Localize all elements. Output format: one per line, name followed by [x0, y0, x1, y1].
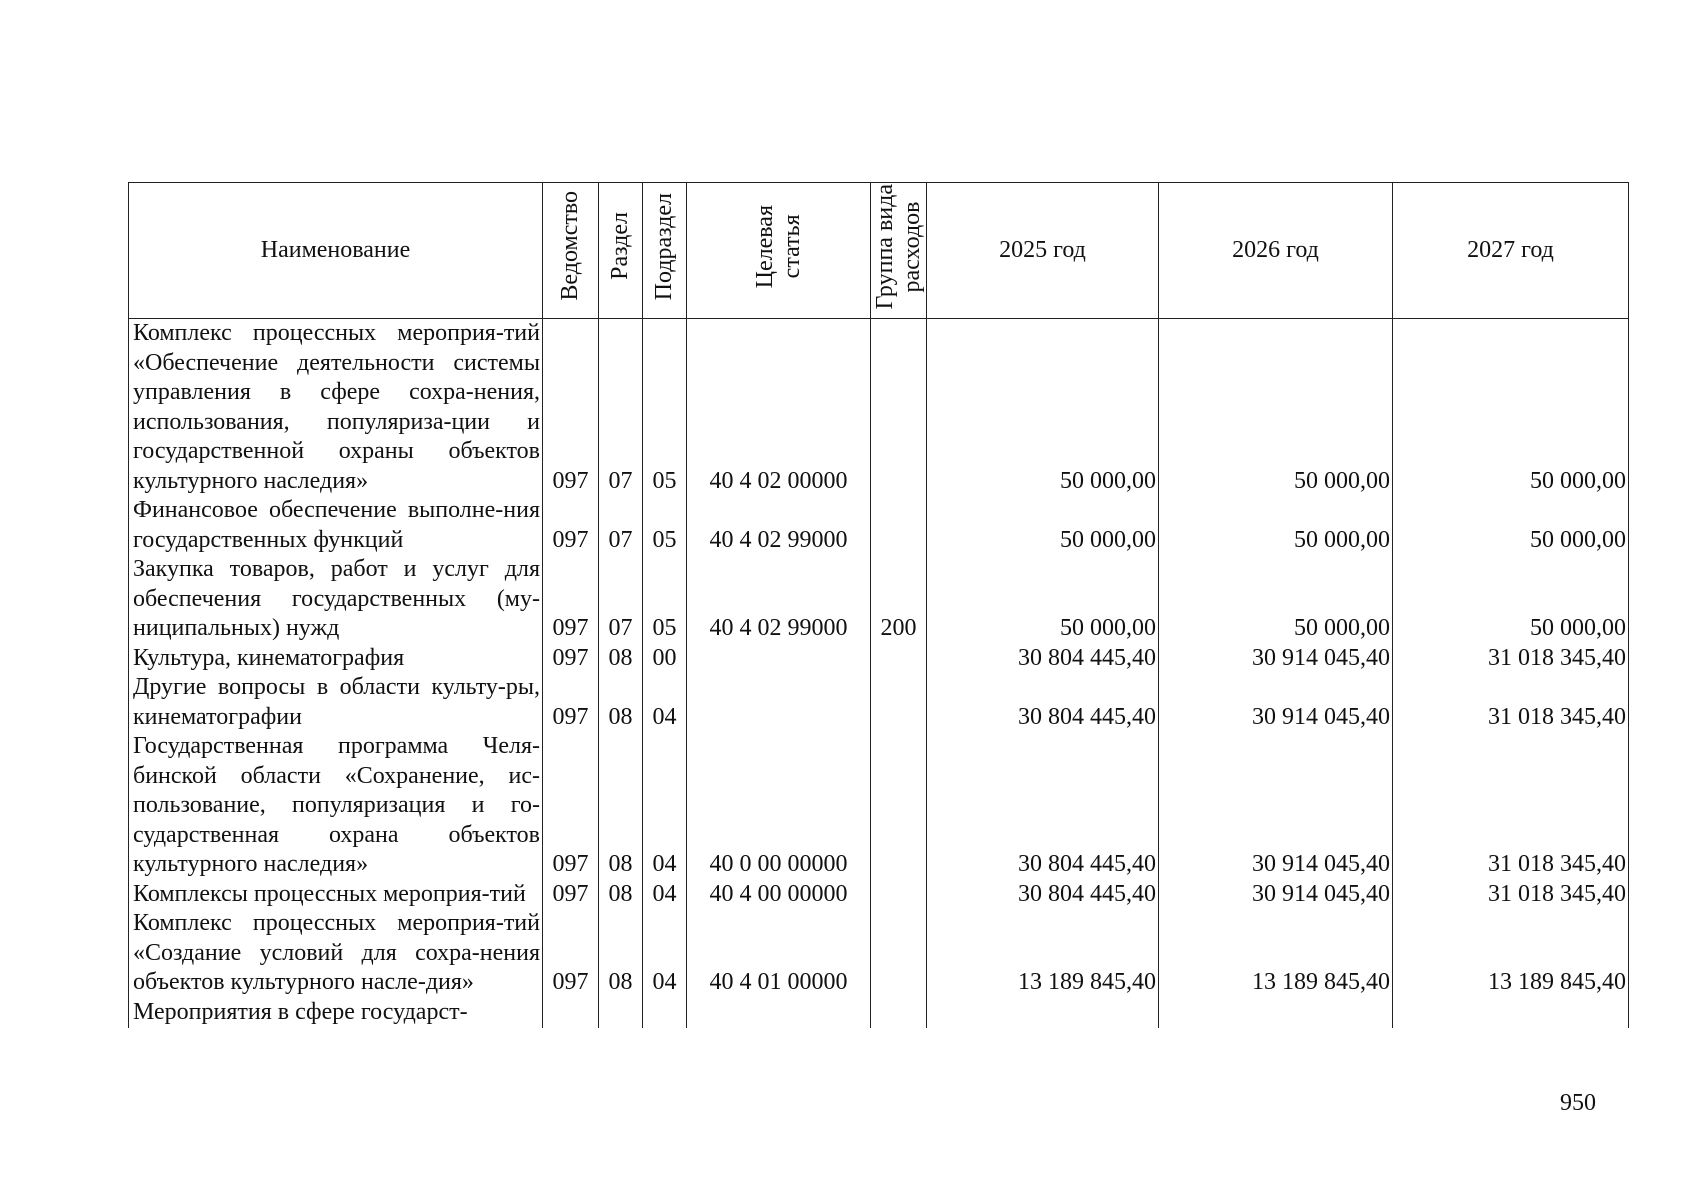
cell-target [687, 998, 871, 1028]
cell-target [687, 644, 871, 674]
cell-name: Комплекс процессных мероприя-тий «Обеспечение деятельности системы управления в сфере сохра-нения, использования, популяриза-ции и государственной охраны объектов культурного наследия» [129, 319, 543, 497]
cell-section [599, 998, 643, 1028]
budget-table [128, 182, 1629, 1028]
cell-name: Другие вопросы в области культу-ры, кинематографии [129, 673, 543, 732]
header-subsection: Подраздел [643, 183, 687, 319]
header-section: Раздел [599, 183, 643, 319]
cell-subsection: 04 [643, 909, 687, 998]
cell-2025: 30 804 445,40 [927, 644, 1159, 674]
header-2027: 2027 год [1393, 183, 1629, 319]
cell-2026: 50 000,00 [1159, 319, 1393, 497]
cell-dept: 097 [543, 673, 599, 732]
table-row [129, 909, 1629, 998]
header-dept: Ведомство [543, 183, 599, 319]
cell-2026: 50 000,00 [1159, 496, 1393, 555]
cell-section: 07 [599, 496, 643, 555]
cell-2026: 30 914 045,40 [1159, 673, 1393, 732]
cell-2027: 31 018 345,40 [1393, 732, 1629, 880]
page-number: 950 [1560, 1090, 1596, 1116]
cell-dept: 097 [543, 555, 599, 644]
cell-name: Мероприятия в сфере государст- [129, 998, 543, 1028]
table-row [129, 732, 1629, 880]
table-header-row [129, 183, 1629, 319]
cell-dept: 097 [543, 496, 599, 555]
cell-group [871, 998, 927, 1028]
cell-2025: 50 000,00 [927, 319, 1159, 497]
cell-subsection [643, 998, 687, 1028]
cell-section: 08 [599, 880, 643, 910]
table-row [129, 644, 1629, 674]
cell-2026: 50 000,00 [1159, 555, 1393, 644]
cell-dept: 097 [543, 880, 599, 910]
table-row [129, 319, 1629, 497]
cell-subsection: 04 [643, 732, 687, 880]
cell-2027: 31 018 345,40 [1393, 880, 1629, 910]
cell-2025 [927, 998, 1159, 1028]
cell-group: 200 [871, 555, 927, 644]
cell-target [687, 673, 871, 732]
cell-group [871, 732, 927, 880]
cell-target: 40 4 02 99000 [687, 496, 871, 555]
cell-subsection: 05 [643, 319, 687, 497]
cell-name: Комплексы процессных мероприя-тий [129, 880, 543, 910]
cell-2027: 50 000,00 [1393, 555, 1629, 644]
cell-2027: 31 018 345,40 [1393, 644, 1629, 674]
cell-2027: 50 000,00 [1393, 496, 1629, 555]
cell-2025: 30 804 445,40 [927, 673, 1159, 732]
cell-2026: 30 914 045,40 [1159, 880, 1393, 910]
cell-group [871, 319, 927, 497]
table-row [129, 496, 1629, 555]
table-row-cut [129, 998, 1629, 1028]
cell-group [871, 880, 927, 910]
cell-dept: 097 [543, 732, 599, 880]
cell-name: Закупка товаров, работ и услуг для обеспечения государственных (му-ниципальных) нужд [129, 555, 543, 644]
cell-2027: 13 189 845,40 [1393, 909, 1629, 998]
cell-target: 40 4 00 00000 [687, 880, 871, 910]
cell-target: 40 0 00 00000 [687, 732, 871, 880]
cell-section: 08 [599, 909, 643, 998]
cell-group [871, 909, 927, 998]
cell-dept: 097 [543, 644, 599, 674]
cell-2026: 30 914 045,40 [1159, 732, 1393, 880]
cell-name: Государственная программа Челя-бинской области «Сохранение, ис-пользование, популяризация и го-сударственная охрана объектов культурного наследия» [129, 732, 543, 880]
cell-name: Финансовое обеспечение выполне-ния государственных функций [129, 496, 543, 555]
table-row [129, 555, 1629, 644]
cell-2025: 13 189 845,40 [927, 909, 1159, 998]
cell-2026: 30 914 045,40 [1159, 644, 1393, 674]
cell-dept: 097 [543, 319, 599, 497]
cell-subsection: 04 [643, 880, 687, 910]
table-row [129, 673, 1629, 732]
cell-2027: 50 000,00 [1393, 319, 1629, 497]
cell-section: 08 [599, 644, 643, 674]
cell-2026: 13 189 845,40 [1159, 909, 1393, 998]
cell-subsection: 04 [643, 673, 687, 732]
cell-group [871, 644, 927, 674]
cell-group [871, 496, 927, 555]
cell-2025: 50 000,00 [927, 496, 1159, 555]
cell-target: 40 4 02 99000 [687, 555, 871, 644]
cell-section: 07 [599, 319, 643, 497]
cell-dept [543, 998, 599, 1028]
cell-2026 [1159, 998, 1393, 1028]
header-name: Наименование [129, 183, 543, 319]
cell-2027: 31 018 345,40 [1393, 673, 1629, 732]
cell-group [871, 673, 927, 732]
cell-subsection: 05 [643, 555, 687, 644]
cell-target: 40 4 01 00000 [687, 909, 871, 998]
header-2026: 2026 год [1159, 183, 1393, 319]
cell-subsection: 05 [643, 496, 687, 555]
header-2025: 2025 год [927, 183, 1159, 319]
header-expense-group: Группа вида расходов [871, 183, 927, 319]
cell-2027 [1393, 998, 1629, 1028]
cell-subsection: 00 [643, 644, 687, 674]
cell-2025: 30 804 445,40 [927, 732, 1159, 880]
header-target: Целевая статья [687, 183, 871, 319]
cell-section: 08 [599, 732, 643, 880]
cell-2025: 30 804 445,40 [927, 880, 1159, 910]
cell-dept: 097 [543, 909, 599, 998]
cell-name: Комплекс процессных мероприя-тий «Создание условий для сохра-нения объектов культурного насле-дия» [129, 909, 543, 998]
cell-section: 07 [599, 555, 643, 644]
cell-section: 08 [599, 673, 643, 732]
cell-2025: 50 000,00 [927, 555, 1159, 644]
cell-target: 40 4 02 00000 [687, 319, 871, 497]
cell-name: Культура, кинематография [129, 644, 543, 674]
table-row [129, 880, 1629, 910]
